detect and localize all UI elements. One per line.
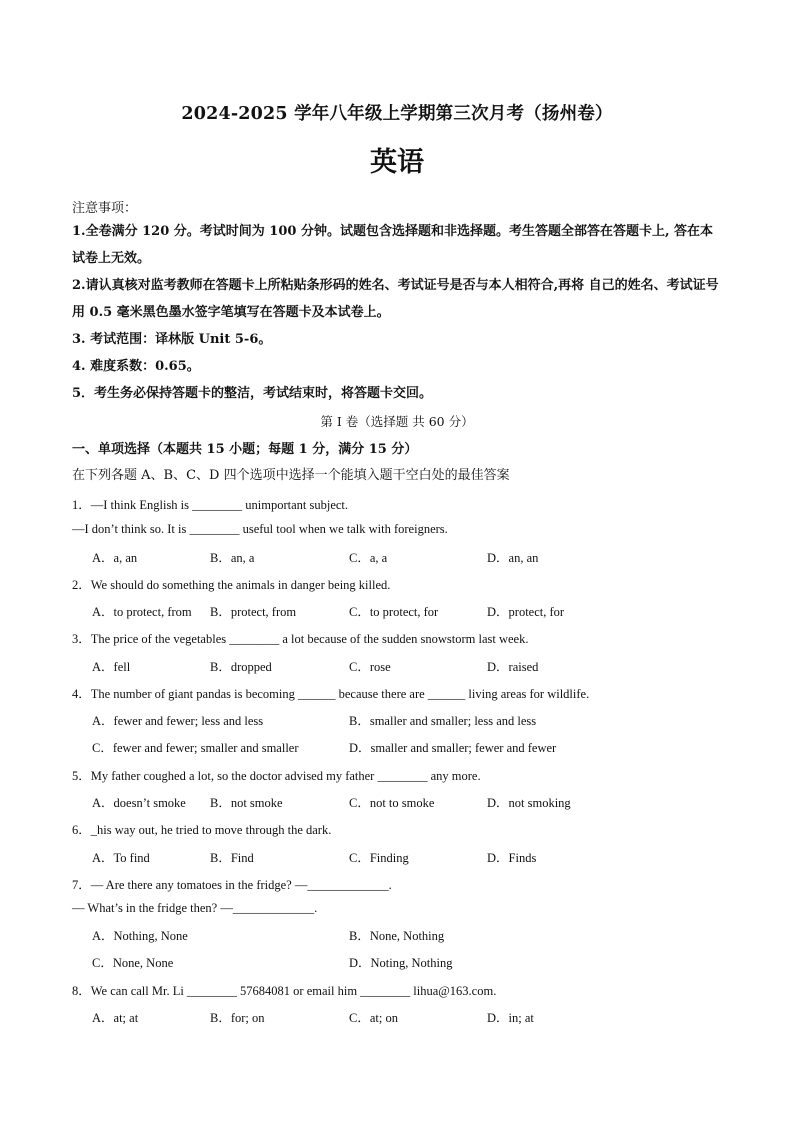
option: A．fewer and fewer; less and less xyxy=(92,714,264,728)
option: C．fewer and fewer; smaller and smaller xyxy=(92,741,299,755)
subject-title: 英语 xyxy=(370,147,424,178)
notice-item: 2.请认真核对监考教师在答题卡上所粘贴条形码的姓名、考试证号是否与本人相符合,再将 自己的姓名、考试证号用 0.5 毫米黑色墨水签字笔填写在答题卡及本试卷上。 xyxy=(72,278,719,320)
option: B．for; on xyxy=(210,1011,265,1025)
option: A．To find xyxy=(92,851,150,865)
option: B．Find xyxy=(210,851,254,865)
question-stem: 1．—I think English is ________ unimportant subject. xyxy=(72,498,349,512)
question-stem: — What’s in the fridge then? —_____________. xyxy=(72,901,318,915)
notice-item: 5．考生务必保持答题卡的整洁，考试结束时，将答题卡交回。 xyxy=(72,386,433,401)
option: D．in; at xyxy=(487,1011,534,1025)
option: D．raised xyxy=(487,660,539,674)
section-instruction: 在下列各题 A、B、C、D 四个选项中选择一个能填入题干空白处的最佳答案 xyxy=(72,468,510,483)
exam-title: 2024-2025 学年八年级上学期第三次月考（扬州卷） xyxy=(181,104,613,124)
question-stem: 5．My father coughed a lot, so the doctor advised my father ________ any more. xyxy=(72,769,481,783)
option: A．at; at xyxy=(92,1011,139,1025)
option: B．not smoke xyxy=(210,796,283,810)
option: D．Noting, Nothing xyxy=(349,956,453,970)
question-stem: 3．The price of the vegetables ________ a lot because of the sudden snowstorm last week. xyxy=(72,632,529,646)
option: D．smaller and smaller; fewer and fewer xyxy=(349,741,557,755)
section-heading: 一、单项选择（本题共 15 小题；每题 1 分，满分 15 分） xyxy=(72,442,418,457)
option: A．Nothing, None xyxy=(92,929,188,943)
option: C．a, a xyxy=(349,551,388,565)
option: C．rose xyxy=(349,660,391,674)
notice-item: 3. 考试范围：译林版 Unit 5-6。 xyxy=(72,332,272,347)
part-title: 第 I 卷（选择题 共 60 分） xyxy=(320,414,474,429)
option: C．at; on xyxy=(349,1011,398,1025)
option: D．an, an xyxy=(487,551,539,565)
option: B．protect, from xyxy=(210,605,297,619)
option: A．a, an xyxy=(92,551,138,565)
question-stem: 7．— Are there any tomatoes in the fridge? —_____________. xyxy=(72,878,392,892)
notice-item: 1.全卷满分 120 分。考试时间为 100 分钟。试题包含选择题和非选择题。考生答题全部答在答题卡上, 答在本试卷上无效。 xyxy=(72,224,713,266)
question-stem: 4．The number of giant pandas is becoming ______ because there are ______ living areas for wildlife. xyxy=(72,687,590,701)
question-stem: —I don’t think so. It is ________ useful tool when we talk with foreigners. xyxy=(72,522,448,536)
option: A．to protect, from xyxy=(92,605,192,619)
option: A．fell xyxy=(92,660,131,674)
option: D．Finds xyxy=(487,851,537,865)
question-stem: 6．_his way out, he tried to move through the dark. xyxy=(72,823,332,837)
question-stem: 2．We should do something the animals in danger being killed. xyxy=(72,578,391,592)
option: C．None, None xyxy=(92,956,174,970)
option: C．to protect, for xyxy=(349,605,439,619)
option: B．None, Nothing xyxy=(349,929,445,943)
option: C．not to smoke xyxy=(349,796,435,810)
option: B．smaller and smaller; less and less xyxy=(349,714,537,728)
option: D．not smoking xyxy=(487,796,571,810)
option: A．doesn’t smoke xyxy=(92,796,186,810)
notice-heading: 注意事项： xyxy=(72,201,138,216)
question-stem: 8．We can call Mr. Li ________ 57684081 or email him ________ lihua@163.com. xyxy=(72,984,497,998)
option: B．an, a xyxy=(210,551,255,565)
notice-item: 4. 难度系数：0.65。 xyxy=(72,359,200,374)
option: B．dropped xyxy=(210,660,272,674)
option: D．protect, for xyxy=(487,605,565,619)
option: C．Finding xyxy=(349,851,409,865)
